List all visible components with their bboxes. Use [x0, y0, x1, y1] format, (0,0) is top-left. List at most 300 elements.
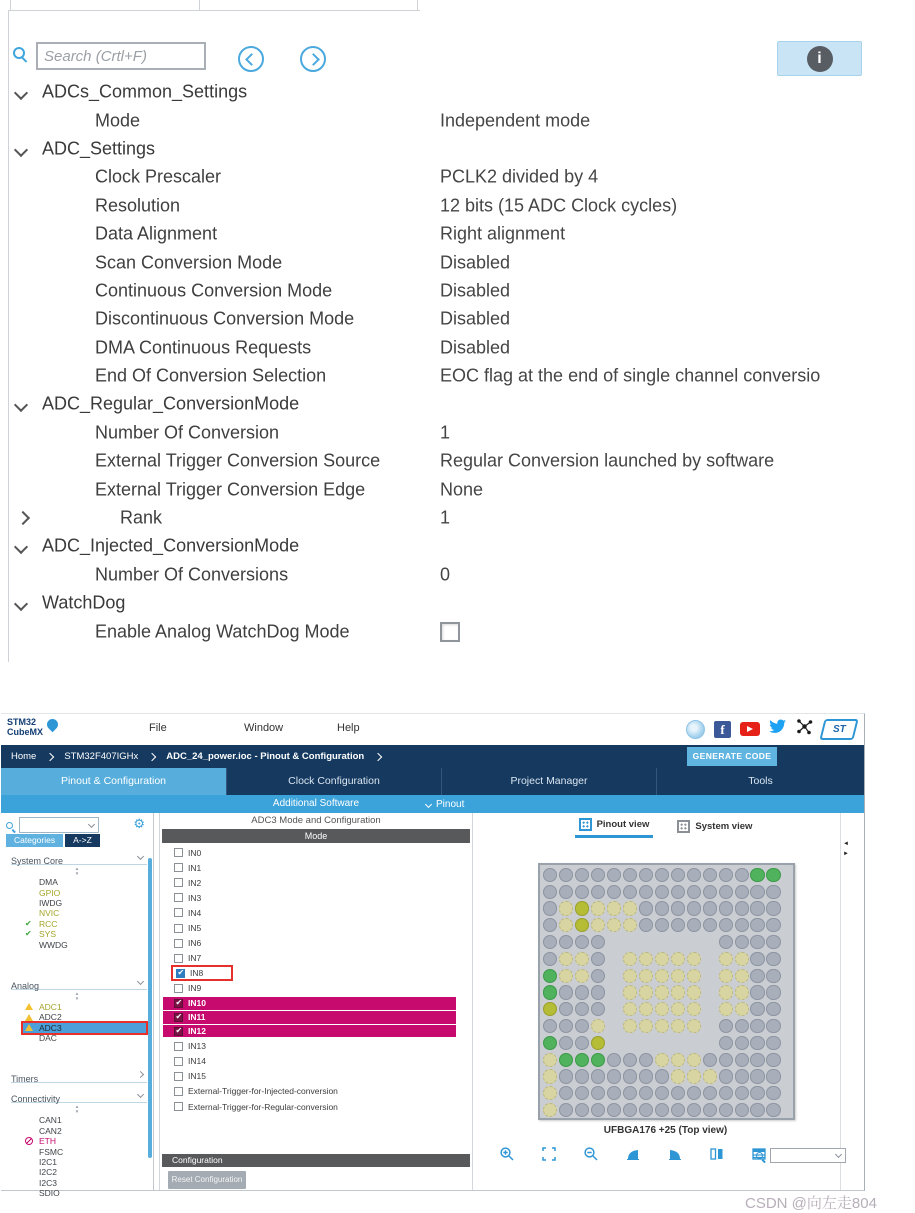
bga-pin[interactable] [750, 1036, 764, 1050]
tab-pinout-view[interactable] [575, 815, 654, 838]
param-row-resolution[interactable] [0, 192, 915, 220]
bga-pin[interactable] [687, 1019, 701, 1033]
bga-pin[interactable] [766, 1086, 780, 1100]
sidebar-item-adc1[interactable] [23, 1002, 146, 1012]
bga-pin[interactable] [750, 985, 764, 999]
bga-pin[interactable] [671, 918, 685, 932]
sidebar-item-i2c2[interactable] [23, 1167, 146, 1177]
bga-pin[interactable] [559, 885, 573, 899]
param-value[interactable]: 12 bits (15 ADC Clock cycles) [440, 195, 678, 216]
sidebar-item-rcc[interactable] [23, 919, 146, 929]
bga-pin[interactable] [575, 901, 589, 915]
param-value[interactable]: Disabled [440, 337, 511, 358]
param-value[interactable]: Disabled [440, 280, 511, 301]
bga-pin[interactable] [591, 1069, 605, 1083]
bga-pin[interactable] [735, 1086, 749, 1100]
bga-pin[interactable] [703, 1053, 717, 1067]
section-chevron-icon[interactable] [137, 853, 144, 860]
pinout-menu[interactable] [426, 795, 464, 813]
bga-pin[interactable] [735, 1069, 749, 1083]
bga-pin[interactable] [543, 1002, 557, 1016]
bga-pin[interactable] [766, 969, 780, 983]
zoom-in-icon[interactable] [499, 1146, 515, 1162]
bga-pin[interactable] [543, 868, 557, 882]
reset-configuration-button[interactable]: Reset Configuration [168, 1171, 246, 1189]
generate-code-button[interactable]: GENERATE CODE [687, 747, 777, 766]
bga-pin[interactable] [671, 1002, 685, 1016]
st-logo[interactable]: ST [819, 719, 858, 740]
bga-pin[interactable] [559, 1053, 573, 1067]
bga-pin[interactable] [543, 952, 557, 966]
bga-pin[interactable] [687, 868, 701, 882]
tree-group-adc-injected-conversionmode[interactable] [0, 532, 915, 560]
bga-pin[interactable] [543, 1103, 557, 1117]
param-row-external-trigger-conversion-source[interactable] [0, 447, 915, 475]
param-row-scan-conversion-mode[interactable] [0, 248, 915, 276]
bga-pin[interactable] [735, 935, 749, 949]
bga-pin[interactable] [719, 918, 733, 932]
bga-pin[interactable] [750, 918, 764, 932]
additional-software-menu[interactable]: Additional Software [272, 798, 360, 809]
channel-row-in8[interactable] [160, 966, 472, 981]
bga-pin[interactable] [591, 952, 605, 966]
checkbox-in14[interactable] [174, 1057, 183, 1066]
checkbox-in7[interactable] [174, 954, 183, 963]
bga-pin[interactable] [575, 1019, 589, 1033]
bga-pin[interactable] [719, 901, 733, 915]
param-row-number-of-conversions[interactable] [0, 561, 915, 589]
bga-pin[interactable] [735, 918, 749, 932]
bga-pin[interactable] [735, 1103, 749, 1117]
bga-pin[interactable] [735, 952, 749, 966]
bga-pin[interactable] [703, 1069, 717, 1083]
channel-row-in13[interactable] [160, 1039, 472, 1054]
bga-pin[interactable] [655, 952, 669, 966]
breadcrumb-item-home[interactable]: Home [11, 751, 37, 762]
sidebar-item-i2c3[interactable] [23, 1178, 146, 1188]
bga-pin[interactable] [671, 969, 685, 983]
bga-pin[interactable] [655, 1002, 669, 1016]
sidebar-item-adc3[interactable] [23, 1023, 146, 1033]
bga-pin[interactable] [639, 1103, 653, 1117]
param-value[interactable]: Disabled [440, 252, 511, 273]
bga-pin[interactable] [687, 1103, 701, 1117]
param-row-mode[interactable] [0, 106, 915, 134]
checkbox-in3[interactable] [174, 893, 183, 902]
checkbox-in0[interactable] [174, 848, 183, 857]
tree-group-adc-settings[interactable] [0, 135, 915, 163]
sidebar-item-dma[interactable] [23, 877, 146, 887]
bga-pin[interactable] [591, 1053, 605, 1067]
bga-pin[interactable] [671, 868, 685, 882]
gear-icon[interactable]: ⚙ [133, 816, 145, 831]
sidebar-item-sdio[interactable] [23, 1188, 146, 1198]
param-value[interactable]: None [440, 479, 484, 500]
bga-pin[interactable] [639, 1069, 653, 1083]
channel-row-external-trigger-for-regular-conversion[interactable] [160, 1099, 472, 1114]
checkbox-in11[interactable] [174, 1013, 183, 1022]
tab-project-manager[interactable]: Project Manager [441, 768, 656, 795]
bga-pin[interactable] [607, 901, 621, 915]
tree-group-adc-regular-conversionmode[interactable] [0, 390, 915, 418]
channel-row-in1[interactable] [160, 860, 472, 875]
bga-pin[interactable] [575, 1103, 589, 1117]
bga-pin[interactable] [687, 1053, 701, 1067]
bga-pin[interactable] [607, 885, 621, 899]
channel-row-in2[interactable] [160, 875, 472, 890]
param-value[interactable]: 1 [440, 507, 451, 528]
bga-pin[interactable] [655, 1069, 669, 1083]
bga-pin[interactable] [750, 969, 764, 983]
section-chevron-icon[interactable] [137, 1071, 144, 1078]
menu-window[interactable]: Window [244, 722, 284, 734]
bga-pin[interactable] [575, 1086, 589, 1100]
bga-pin[interactable] [591, 885, 605, 899]
tab-clock-configuration[interactable]: Clock Configuration [226, 768, 441, 795]
bga-pin[interactable] [735, 868, 749, 882]
checkbox-in2[interactable] [174, 878, 183, 887]
bga-pin[interactable] [607, 1103, 621, 1117]
tab-a-to-z[interactable]: A->Z [65, 834, 100, 847]
bga-pin[interactable] [607, 1069, 621, 1083]
bga-pin[interactable] [766, 1069, 780, 1083]
pin-search-icon[interactable] [756, 1152, 766, 1162]
tab-categories[interactable]: Categories [6, 834, 63, 847]
bga-pin[interactable] [766, 1103, 780, 1117]
bga-pin[interactable] [671, 1053, 685, 1067]
bga-pin[interactable] [543, 1019, 557, 1033]
channel-row-in12[interactable] [163, 1025, 456, 1038]
bga-pin[interactable] [623, 1069, 637, 1083]
bga-pin[interactable] [623, 1086, 637, 1100]
community-badge-icon[interactable] [686, 720, 705, 739]
sort-icon[interactable]: ▲ ▼ [74, 1104, 80, 1115]
sidebar-item-can2[interactable] [23, 1126, 146, 1136]
bga-pin[interactable] [543, 901, 557, 915]
bga-pin[interactable] [591, 985, 605, 999]
bga-pin[interactable] [750, 1086, 764, 1100]
param-value[interactable]: PCLK2 divided by 4 [440, 166, 599, 187]
channel-row-in11[interactable] [163, 1011, 456, 1024]
bga-pin[interactable] [591, 935, 605, 949]
bga-pin[interactable] [750, 1103, 764, 1117]
sidebar-item-i2c1[interactable] [23, 1157, 146, 1167]
bga-pin[interactable] [543, 918, 557, 932]
bga-pin[interactable] [687, 1069, 701, 1083]
bga-pin[interactable] [639, 1053, 653, 1067]
sort-icon[interactable]: ▲ ▼ [74, 990, 80, 1001]
bga-pin[interactable] [655, 868, 669, 882]
bga-pin[interactable] [719, 1103, 733, 1117]
bga-pin[interactable] [559, 918, 573, 932]
collapse-icon[interactable] [14, 398, 28, 412]
bga-pin[interactable] [671, 885, 685, 899]
bga-pin[interactable] [639, 952, 653, 966]
bga-pin[interactable] [750, 952, 764, 966]
bga-pin[interactable] [719, 1019, 733, 1033]
channel-row-in5[interactable] [160, 920, 472, 935]
bga-pin[interactable] [543, 985, 557, 999]
bga-pin[interactable] [719, 952, 733, 966]
bga-pin[interactable] [703, 885, 717, 899]
bga-pin[interactable] [639, 985, 653, 999]
bga-pin[interactable] [543, 1036, 557, 1050]
bga-pin[interactable] [607, 1086, 621, 1100]
channel-row-in14[interactable] [160, 1054, 472, 1069]
bga-pin[interactable] [766, 985, 780, 999]
channel-row-in10[interactable] [163, 997, 456, 1010]
bga-pin[interactable] [719, 885, 733, 899]
bga-pin[interactable] [719, 969, 733, 983]
bga-pin[interactable] [607, 868, 621, 882]
bga-pin[interactable] [671, 1103, 685, 1117]
bga-pin[interactable] [591, 1036, 605, 1050]
bga-pin[interactable] [639, 969, 653, 983]
sidebar-item-fsmc[interactable] [23, 1146, 146, 1156]
param-value[interactable]: 0 [440, 564, 451, 585]
checkbox-in10[interactable] [174, 999, 183, 1008]
bga-pin[interactable] [735, 1002, 749, 1016]
sidebar-item-wwdg[interactable] [23, 939, 146, 949]
breadcrumb-item-adc-24-power-ioc-pinout-configuration[interactable]: ADC_24_power.ioc - Pinout & Configuration [166, 751, 365, 762]
sidebar-section-timers[interactable] [11, 1069, 147, 1083]
bga-pin[interactable] [559, 935, 573, 949]
bga-pin[interactable] [543, 1086, 557, 1100]
param-row-continuous-conversion-mode[interactable] [0, 277, 915, 305]
info-button[interactable] [777, 41, 862, 76]
param-row-end-of-conversion-selection[interactable] [0, 362, 915, 390]
bga-pin[interactable] [591, 1019, 605, 1033]
bga-pin[interactable] [559, 952, 573, 966]
bga-pin[interactable] [575, 952, 589, 966]
collapse-icon[interactable] [14, 597, 28, 611]
bga-pin[interactable] [750, 868, 764, 882]
scroll-up-arrow[interactable]: ◄ [843, 841, 849, 847]
bga-pin[interactable] [543, 935, 557, 949]
bga-pin[interactable] [687, 952, 701, 966]
bga-pin[interactable] [687, 1002, 701, 1016]
bga-pin[interactable] [559, 1019, 573, 1033]
checkbox-external-trigger-for-injected-conversion[interactable] [174, 1087, 183, 1096]
bga-pin[interactable] [575, 1053, 589, 1067]
checkbox-external-trigger-for-regular-conversion[interactable] [174, 1102, 183, 1111]
bga-pin[interactable] [575, 918, 589, 932]
sort-icon[interactable]: ▲ ▼ [74, 866, 80, 876]
bga-pin[interactable] [591, 918, 605, 932]
bga-pin[interactable] [655, 901, 669, 915]
checkbox-in12[interactable] [174, 1027, 183, 1036]
bga-pin[interactable] [750, 1053, 764, 1067]
channel-row-external-trigger-for-injected-conversion[interactable] [160, 1084, 472, 1099]
section-chevron-icon[interactable] [137, 1091, 144, 1098]
checkbox-in4[interactable] [174, 908, 183, 917]
bga-pin[interactable] [735, 885, 749, 899]
rotate-right-icon[interactable] [667, 1146, 683, 1162]
bga-pin[interactable] [750, 885, 764, 899]
param-value[interactable]: Independent mode [440, 110, 591, 131]
param-row-discontinuous-conversion-mode[interactable] [0, 305, 915, 333]
checkbox-in8[interactable] [176, 969, 185, 978]
bga-pin[interactable] [719, 1069, 733, 1083]
collapse-icon[interactable] [14, 143, 28, 157]
bga-pin[interactable] [607, 918, 621, 932]
param-row-dma-continuous-requests[interactable] [0, 334, 915, 362]
param-value[interactable]: Right alignment [440, 223, 566, 244]
bga-pin[interactable] [623, 885, 637, 899]
checkbox-in1[interactable] [174, 863, 183, 872]
bga-pin[interactable] [671, 901, 685, 915]
param-value[interactable]: Disabled [440, 308, 511, 329]
bga-pin[interactable] [591, 969, 605, 983]
bga-pin[interactable] [750, 1002, 764, 1016]
search-prev-button[interactable] [238, 46, 264, 72]
bga-pin[interactable] [591, 868, 605, 882]
bga-pin[interactable] [591, 901, 605, 915]
bga-pin[interactable] [623, 1053, 637, 1067]
collapse-icon[interactable] [14, 86, 28, 100]
bga-pin[interactable] [575, 935, 589, 949]
bga-pin[interactable] [639, 918, 653, 932]
bga-pin[interactable] [655, 1019, 669, 1033]
checkbox-in13[interactable] [174, 1042, 183, 1051]
bga-pin[interactable] [623, 918, 637, 932]
youtube-icon[interactable] [740, 722, 760, 736]
sidebar-item-iwdg[interactable] [23, 898, 146, 908]
bga-pin[interactable] [735, 985, 749, 999]
sidebar-item-adc2[interactable] [23, 1012, 146, 1022]
menu-help[interactable]: Help [337, 722, 360, 734]
bga-package[interactable] [538, 863, 795, 1120]
bga-pin[interactable] [559, 1103, 573, 1117]
checkbox-in5[interactable] [174, 924, 183, 933]
flip-view-icon[interactable] [709, 1146, 725, 1162]
bga-pin[interactable] [543, 969, 557, 983]
bga-pin[interactable] [735, 901, 749, 915]
bga-pin[interactable] [766, 918, 780, 932]
channel-row-in3[interactable] [160, 890, 472, 905]
bga-pin[interactable] [687, 885, 701, 899]
facebook-icon[interactable]: f [714, 721, 731, 738]
bga-pin[interactable] [575, 1036, 589, 1050]
bga-pin[interactable] [623, 952, 637, 966]
bga-pin[interactable] [655, 885, 669, 899]
bga-pin[interactable] [639, 868, 653, 882]
bga-pin[interactable] [671, 1069, 685, 1083]
bga-pin[interactable] [735, 969, 749, 983]
pin-search-combobox[interactable] [770, 1148, 846, 1163]
bga-pin[interactable] [639, 901, 653, 915]
bga-pin[interactable] [623, 901, 637, 915]
tree-group-watchdog[interactable] [0, 589, 915, 617]
bga-pin[interactable] [766, 935, 780, 949]
param-row-data-alignment[interactable] [0, 220, 915, 248]
channel-row-in9[interactable] [160, 981, 472, 996]
bga-pin[interactable] [687, 1086, 701, 1100]
share-icon[interactable] [796, 718, 813, 740]
breadcrumb-item-stm32f407ighx[interactable]: STM32F407IGHx [64, 751, 139, 762]
sidebar-item-nvic[interactable] [23, 908, 146, 918]
param-value[interactable]: EOC flag at the end of single channel conversio [440, 365, 821, 386]
bga-pin[interactable] [655, 969, 669, 983]
bga-pin[interactable] [559, 868, 573, 882]
bga-pin[interactable] [559, 901, 573, 915]
bga-pin[interactable] [703, 901, 717, 915]
bga-pin[interactable] [671, 952, 685, 966]
checkbox-in15[interactable] [174, 1072, 183, 1081]
bga-pin[interactable] [719, 1086, 733, 1100]
bga-pin[interactable] [703, 1103, 717, 1117]
bga-pin[interactable] [766, 868, 780, 882]
bga-pin[interactable] [591, 1086, 605, 1100]
bga-pin[interactable] [719, 1053, 733, 1067]
bga-pin[interactable] [639, 1086, 653, 1100]
bga-pin[interactable] [623, 1103, 637, 1117]
bga-pin[interactable] [559, 1036, 573, 1050]
bga-pin[interactable] [575, 1002, 589, 1016]
bga-pin[interactable] [687, 985, 701, 999]
bga-pin[interactable] [735, 1036, 749, 1050]
bga-pin[interactable] [591, 1103, 605, 1117]
bga-pin[interactable] [750, 901, 764, 915]
section-chevron-icon[interactable] [137, 978, 144, 985]
tab-tools[interactable]: Tools [656, 768, 864, 795]
bga-pin[interactable] [671, 985, 685, 999]
channel-row-in6[interactable] [160, 936, 472, 951]
bga-pin[interactable] [703, 1086, 717, 1100]
expand-icon[interactable] [16, 511, 30, 525]
sidebar-item-can1[interactable] [23, 1115, 146, 1125]
bga-pin[interactable] [703, 918, 717, 932]
channel-row-in4[interactable] [160, 905, 472, 920]
bga-pin[interactable] [559, 985, 573, 999]
bga-pin[interactable] [750, 935, 764, 949]
search-next-button[interactable] [300, 46, 326, 72]
sidebar-scrollbar[interactable] [148, 858, 152, 1158]
bga-pin[interactable] [735, 1053, 749, 1067]
bga-pin[interactable] [639, 885, 653, 899]
sidebar-section-connectivity[interactable] [11, 1089, 147, 1103]
checkbox-in9[interactable] [174, 984, 183, 993]
bga-pin[interactable] [719, 935, 733, 949]
channel-row-in15[interactable] [160, 1069, 472, 1084]
param-value[interactable]: 1 [440, 422, 451, 443]
bga-pin[interactable] [639, 1002, 653, 1016]
bga-pin[interactable] [703, 868, 717, 882]
param-value[interactable]: Regular Conversion launched by software [440, 450, 775, 471]
sidebar-item-eth[interactable] [23, 1136, 146, 1146]
bga-pin[interactable] [655, 1103, 669, 1117]
sidebar-section-analog[interactable] [11, 976, 147, 990]
bga-pin[interactable] [575, 885, 589, 899]
collapse-icon[interactable] [14, 540, 28, 554]
bga-pin[interactable] [655, 1053, 669, 1067]
bga-pin[interactable] [543, 885, 557, 899]
bga-pin[interactable] [623, 985, 637, 999]
bga-pin[interactable] [671, 1086, 685, 1100]
scroll-down-arrow[interactable]: ► [843, 851, 849, 857]
bga-pin[interactable] [575, 1069, 589, 1083]
bga-pin[interactable] [543, 1053, 557, 1067]
bga-pin[interactable] [559, 1069, 573, 1083]
bga-pin[interactable] [623, 868, 637, 882]
bga-pin[interactable] [750, 1019, 764, 1033]
sidebar-search-combobox[interactable] [19, 817, 99, 833]
watchdog-checkbox[interactable] [440, 622, 460, 642]
channel-row-in7[interactable] [160, 951, 472, 966]
bga-pin[interactable] [591, 1002, 605, 1016]
bga-pin[interactable] [719, 1036, 733, 1050]
bga-pin[interactable] [766, 1036, 780, 1050]
